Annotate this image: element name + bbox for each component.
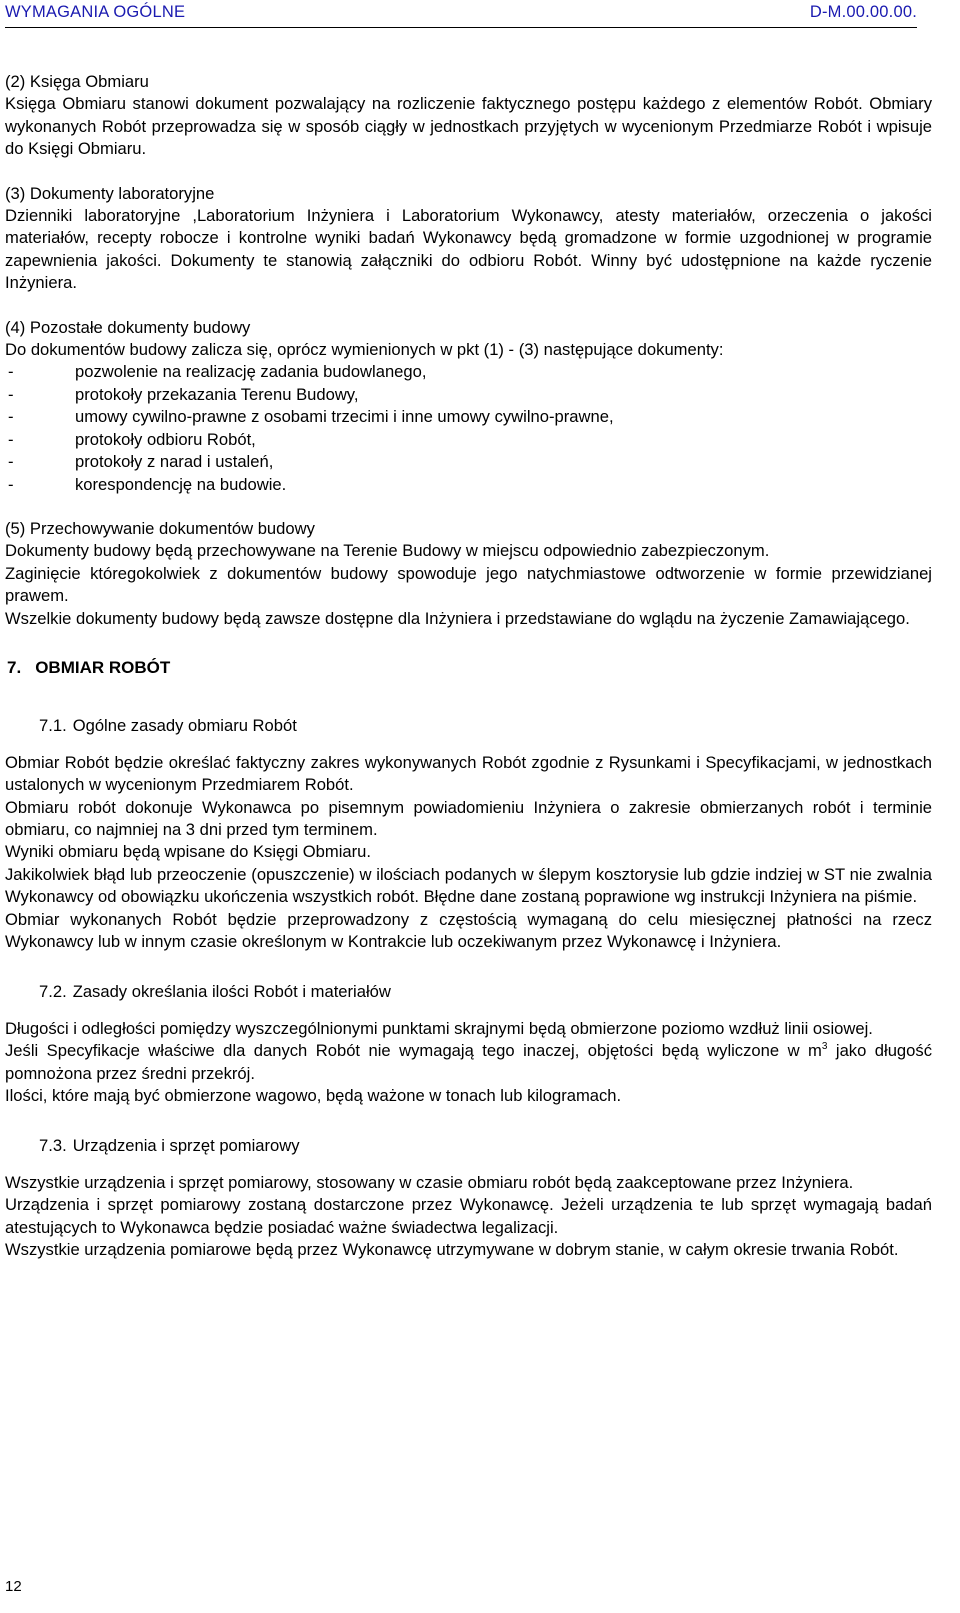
section-7-1-p1: Obmiar Robót będzie określać faktyczny zakres wykonywanych Robót zgodnie z Rysunkami i Specyfikacjami, w jednostkach ustalonych w wycenionym Przedmiarem Robót. [5, 752, 932, 795]
section-7-1-heading: 7.1. Ogólne zasady obmiaru Robót [39, 716, 297, 736]
section-5-p1: Dokumenty budowy będą przechowywane na Terenie Budowy w miejscu odpowiednio zabezpieczonym. [5, 541, 770, 561]
section-7-1-p2: Obmiaru robót dokonuje Wykonawca po pisemnym powiadomieniu Inżyniera o zakresie obmierzanych robót i terminie obmiaru, co najmniej na 3 dni przed tym terminem. [5, 797, 932, 839]
header-right: D-M.00.00.00. [809, 3, 917, 21]
section-7-1-p3: Wyniki obmiaru będą wpisane do Księgi Obmiaru. [5, 842, 372, 862]
section-4-title: (4) Pozostałe dokumenty budowy [5, 317, 251, 337]
list-item: - protokoły z narad i ustaleń, [8, 452, 274, 472]
section-7-2-p1: Długości i odległości pomiędzy wyszczególnionymi punktami skrajnymi będą obmierzone poziomo wzdłuż linii osiowej. [5, 1018, 873, 1038]
section-2-text: Księga Obmiaru stanowi dokument pozwalający na rozliczenie faktycznego postępu każdego z elementów Robót. Obmiary wykonanych Robót przeprowadza się w sposób ciągły w jednostkach przyjętych w wycenionym Przedmiarze Robót i wpisuje do Księgi Obmiaru. [5, 94, 932, 159]
section-3-text: Dzienniki laboratoryjne ,Laboratorium Inżyniera i Laboratorium Wykonawcy, atesty materiałów, orzeczenia o jakości materiałów, recepty robocze i kontrolne wyniki badań Wykonawcy będą gromadzone w formie uzgodnionej w programie zapewnienia jakości. Dokumenty te stanowią załączniki do odbioru Robót. Winny być udostępnione na każde ryczenie Inżyniera. [5, 206, 932, 293]
list-item: - protokoły odbioru Robót, [8, 429, 256, 449]
list-item: - umowy cywilno-prawne z osobami trzecimi i inne umowy cywilno-prawne, [8, 407, 614, 427]
section-7-3-p3: Wszystkie urządzenia pomiarowe będą przez Wykonawcę utrzymywane w dobrym stanie, w całym okresie trwania Robót. [5, 1240, 899, 1260]
section-7-2-heading: 7.2. Zasady określania ilości Robót i materiałów [39, 982, 391, 1002]
section-3-title: (3) Dokumenty laboratoryjne [5, 183, 215, 203]
list-item: - pozwolenie na realizację zadania budowlanego, [8, 362, 427, 382]
section-7-1-p4: Jakikolwiek błąd lub przeoczenie (opuszczenie) w ilościach podanych w ślepym kosztorysie lub gdzie indziej w ST nie zwalnia Wykonawcy od obowiązku ukończenia wszystkich robót. Błędne dane zostaną poprawione wg instrukcji Inżyniera na piśmie. [5, 864, 932, 907]
section-7-2-p3: Ilości, które mają być obmierzone wagowo, będą ważone w tonach lub kilogramach. [5, 1086, 622, 1106]
header-rule [5, 27, 917, 28]
section-5-p2: Zaginięcie któregokolwiek z dokumentów budowy spowoduje jego natychmiastowe odtworzenie w formie przewidzianej prawem. [5, 563, 932, 606]
chapter-7-heading [7, 657, 932, 679]
section-7-3-heading: 7.3. Urządzenia i sprzęt pomiarowy [39, 1136, 300, 1156]
list-item: - korespondencję na budowie. [8, 474, 287, 494]
section-5-title: (5) Przechowywanie dokumentów budowy [5, 518, 315, 538]
section-7-2-p2: Jeśli Specyfikacje właściwe dla danych Robót nie wymagają tego inaczej, objętości będą wyliczone w $m^3$ jako długość pomnożona przez średni przekrój. [5, 1041, 932, 1083]
section-7-1-p5: Obmiar wykonanych Robót będzie przeprowadzony z częstością wymaganą do celu miesięcznej płatności na rzecz Wykonawcy lub w innym czasie określonym w Kontrakcie lub oczekiwanym przez Wykonawcę i Inżyniera. [5, 909, 932, 951]
chapter-title: OBMIAR ROBÓT [35, 657, 171, 677]
page-header [5, 3, 917, 22]
section-7-3-p2: Urządzenia i sprzęt pomiarowy zostaną dostarczone przez Wykonawcę. Jeżeli urządzenia te lub sprzęt wymagają badań atestujących to Wykonawca będzie posiadać ważne świadectwa legalizacji. [5, 1195, 932, 1237]
section-2-title: (2) Księga Obmiaru [5, 72, 149, 91]
list-item: - protokoły przekazania Terenu Budowy, [8, 384, 359, 404]
section-4-intro: Do dokumentów budowy zalicza się, oprócz wymienionych w pkt (1) - (3) następujące dokumenty: [5, 340, 724, 360]
page-number: 12 [5, 1578, 22, 1595]
chapter-number: 7. [7, 657, 22, 677]
section-5-p3: Wszelkie dokumenty budowy będą zawsze dostępne dla Inżyniera i przedstawiane do wglądu na życzenie Zamawiającego. [5, 608, 910, 628]
section-7-3-p1: Wszystkie urządzenia i sprzęt pomiarowy, stosowany w czasie obmiaru robót będą zaakceptowane przez Inżyniera. [5, 1172, 854, 1192]
document-body [5, 71, 932, 1261]
header-left: WYMAGANIA OGÓLNE [5, 3, 186, 21]
